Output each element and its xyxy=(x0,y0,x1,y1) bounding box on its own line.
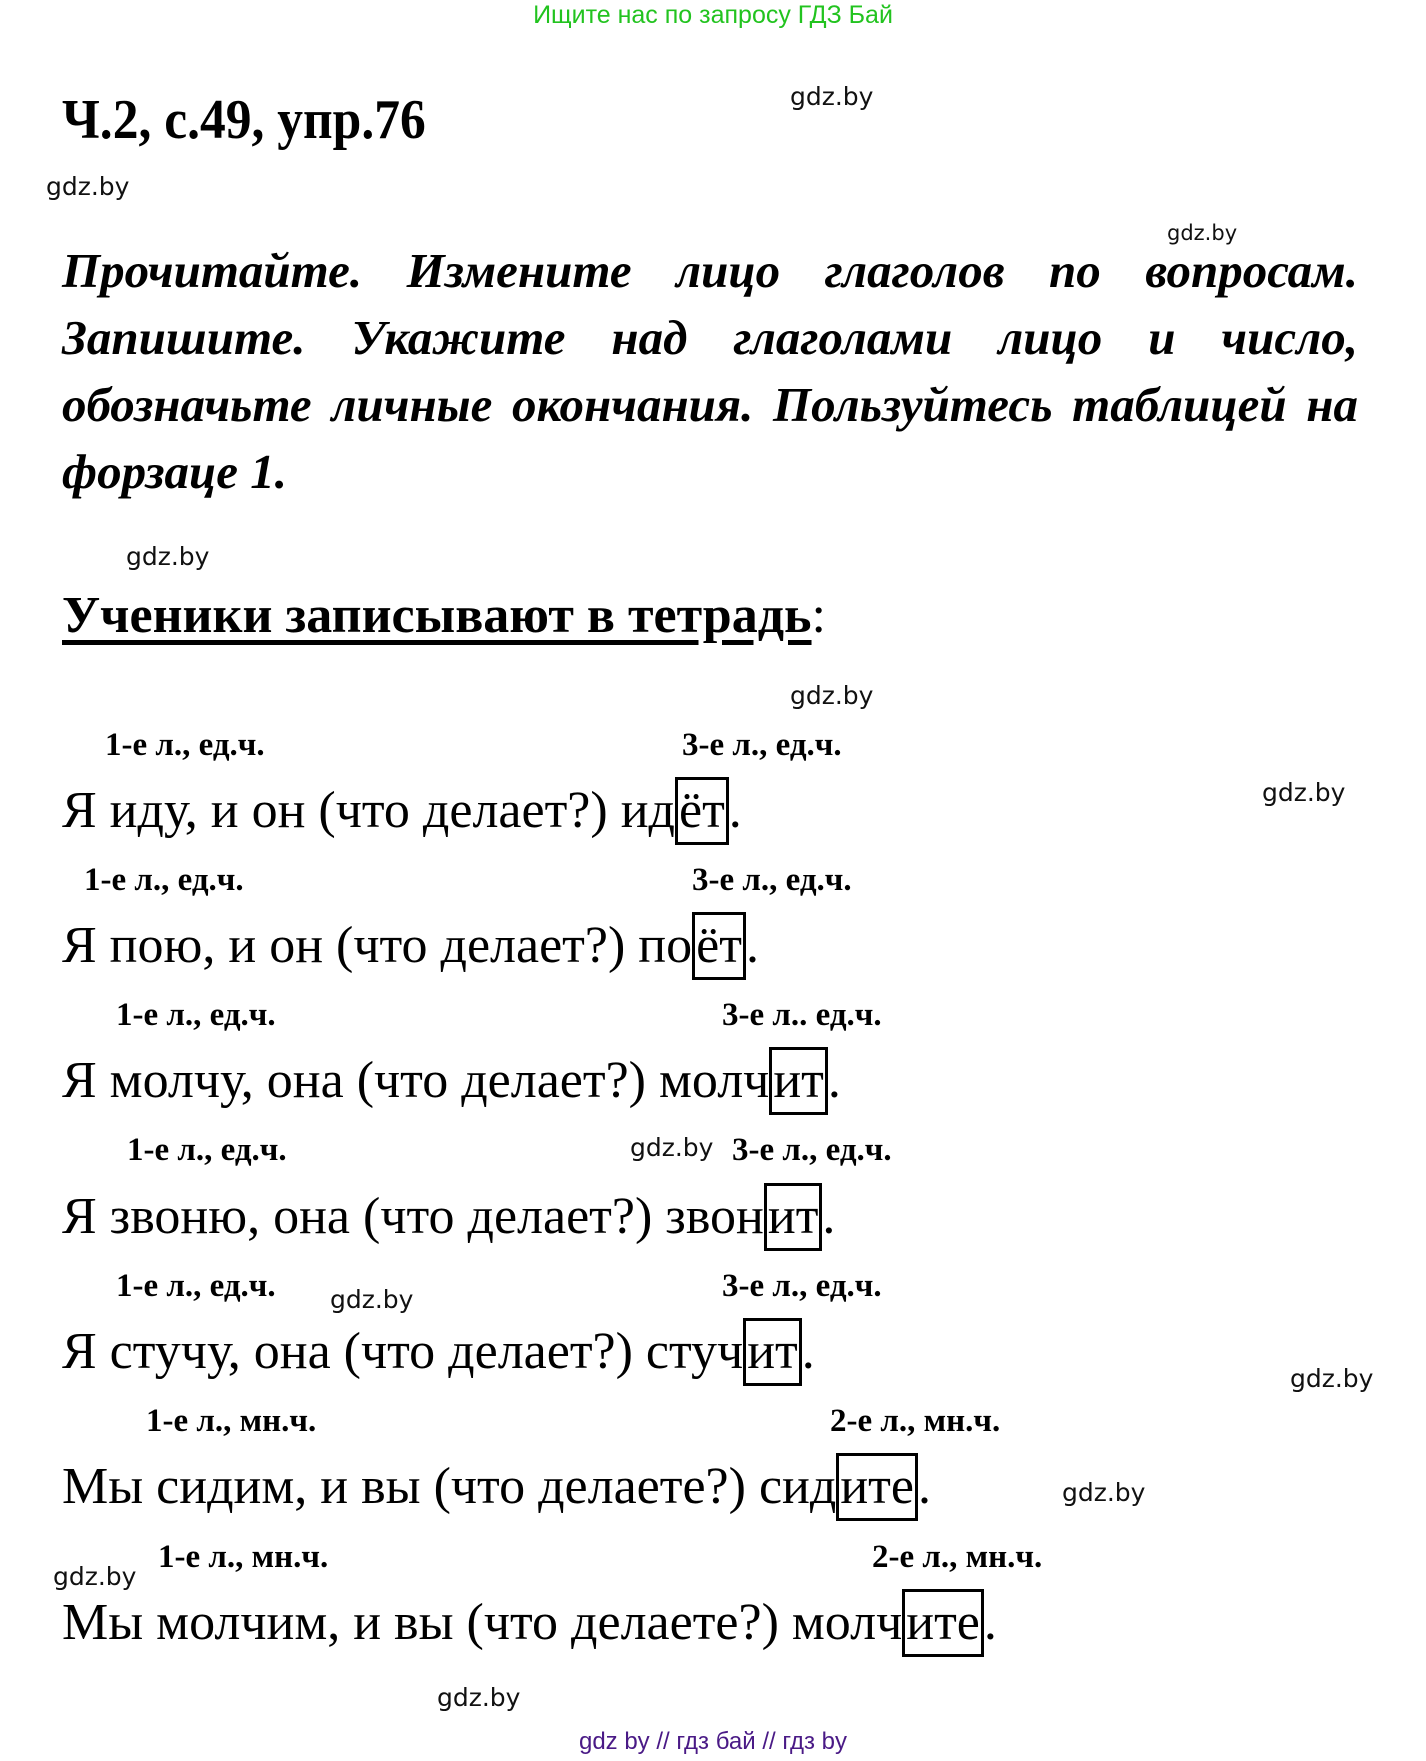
row-label-right: 3-е л., ед.ч. xyxy=(732,1132,892,1168)
row-label-left: 1-е л., ед.ч. xyxy=(116,997,276,1033)
sentence-punct: . xyxy=(917,1458,931,1515)
verb-ending-box: ит xyxy=(743,1318,802,1386)
answer-sentence xyxy=(62,1046,841,1116)
sentence-text: Я стучу, она (что делает?) стуч xyxy=(62,1323,744,1380)
task-instructions: Прочитайте. Измените лицо глаголов по вопросам. Запишите. Укажите над глаголами лицо и число, обозначьте личные окончания. Пользуйтесь таблицей на форзаце 1. xyxy=(62,243,1358,499)
watermark: gdz.by xyxy=(53,1562,137,1591)
sentence-punct: . xyxy=(745,917,759,974)
answer-sentence xyxy=(62,1182,835,1252)
watermark: gdz.by xyxy=(1062,1478,1146,1507)
watermark: gdz.by xyxy=(126,542,210,571)
answer-sentence xyxy=(62,1588,997,1658)
row-label-right: 3-е л., ед.ч. xyxy=(722,1268,882,1304)
sentence-text: Мы молчим, и вы (что делаете?) молч xyxy=(62,1594,903,1651)
row-label-left: 1-е л., ед.ч. xyxy=(116,1268,276,1304)
row-label-left: 1-е л., мн.ч. xyxy=(146,1403,317,1439)
row-label-right: 3-е л., ед.ч. xyxy=(682,727,842,763)
row-label-right: 3-е л., ед.ч. xyxy=(692,862,852,898)
footer-watermark: gdz by // гдз бай // гдз by xyxy=(578,1728,848,1755)
verb-ending-box: ите xyxy=(902,1589,984,1657)
answer-heading-colon: : xyxy=(811,587,826,644)
sentence-punct: . xyxy=(801,1323,815,1380)
sentence-text: Я пою, и он (что делает?) по xyxy=(62,917,693,974)
verb-ending-box: ите xyxy=(836,1453,918,1521)
watermark: gdz.by xyxy=(46,172,130,201)
watermark: gdz.by xyxy=(330,1285,414,1314)
row-label-left: 1-е л., мн.ч. xyxy=(158,1539,329,1575)
watermark: gdz.by xyxy=(630,1133,714,1162)
sentence-text: Мы сидим, и вы (что делаете?) сид xyxy=(62,1458,837,1515)
watermark: gdz.by xyxy=(790,681,874,710)
row-label-left: 1-е л., ед.ч. xyxy=(105,727,265,763)
verb-ending-box: ёт xyxy=(675,777,729,845)
watermark: gdz.by xyxy=(437,1683,521,1712)
sentence-punct: . xyxy=(728,782,742,839)
answer-sentence xyxy=(62,776,742,846)
sentence-punct: . xyxy=(822,1188,836,1245)
watermark: gdz.by xyxy=(1167,221,1238,245)
answer-heading-text: Ученики записывают в тетрадь xyxy=(62,587,812,644)
answer-sentence xyxy=(62,911,759,981)
answer-heading xyxy=(62,584,826,648)
sentence-punct: . xyxy=(983,1594,997,1651)
sentence-text: Я звоню, она (что делает?) звон xyxy=(62,1188,764,1245)
verb-ending-box: ит xyxy=(764,1183,823,1251)
row-label-right: 3-е л.. ед.ч. xyxy=(722,997,882,1033)
sentence-text: Я иду, и он (что делает?) ид xyxy=(62,782,675,839)
row-label-left: 1-е л., ед.ч. xyxy=(127,1132,287,1168)
answer-sentence xyxy=(62,1317,815,1387)
watermark: gdz.by xyxy=(1290,1364,1374,1393)
verb-ending-box: ит xyxy=(769,1047,828,1115)
search-banner: Ищите нас по запросу ГДЗ Бай xyxy=(533,1,893,29)
watermark: gdz.by xyxy=(1262,778,1346,807)
watermark: gdz.by xyxy=(790,82,874,111)
sentence-text: Я молчу, она (что делает?) молч xyxy=(62,1052,770,1109)
row-label-right: 2-е л., мн.ч. xyxy=(872,1539,1043,1575)
answer-sentence xyxy=(62,1452,931,1522)
row-label-right: 2-е л., мн.ч. xyxy=(830,1403,1001,1439)
page-title: Ч.2, с.49, упр.76 xyxy=(62,89,426,151)
row-label-left: 1-е л., ед.ч. xyxy=(84,862,244,898)
verb-ending-box: ёт xyxy=(692,912,746,980)
sentence-punct: . xyxy=(827,1052,841,1109)
